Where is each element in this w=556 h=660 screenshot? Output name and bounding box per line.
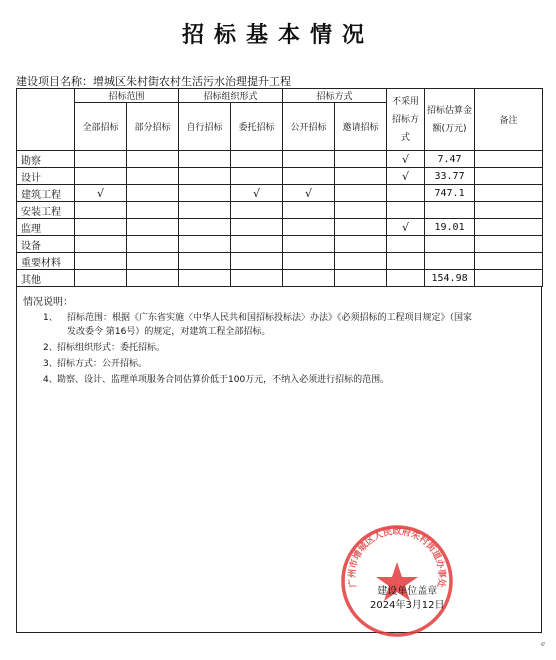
note-text: 发改委令 第16号）的规定，对建筑工程全部招标。: [67, 327, 271, 337]
table-row: [17, 219, 543, 236]
subheader: 部分招标: [127, 103, 179, 151]
remark-cell: [475, 236, 543, 253]
subheader: 公开招标: [283, 103, 335, 151]
mark-cell: [231, 270, 283, 287]
row-name: 设备: [17, 236, 75, 253]
table-row: [17, 151, 543, 168]
mark-cell: [127, 253, 179, 270]
table-row: [17, 253, 543, 270]
mark-cell: [283, 253, 335, 270]
header-scope: 招标范围: [75, 89, 179, 103]
mark-cell: [231, 151, 283, 168]
note-number: 3、: [43, 359, 58, 369]
mark-cell: [75, 236, 127, 253]
row-name: 重要材料: [17, 253, 75, 270]
project-name: 建设项目名称：增城区朱村街农村生活污水治理提升工程: [16, 75, 291, 88]
note-number: 1、: [43, 313, 58, 323]
mark-cell: [231, 236, 283, 253]
amount-cell: [425, 236, 475, 253]
mark-cell: [231, 168, 283, 185]
mark-cell: [75, 270, 127, 287]
mark-cell: √: [387, 219, 425, 236]
amount-cell: 19.01: [425, 219, 475, 236]
seal-text: 广州市增城区人民政府朱村街道办事处: [347, 527, 447, 589]
mark-cell: [179, 202, 231, 219]
mark-cell: [179, 151, 231, 168]
mark-cell: [231, 202, 283, 219]
remark-cell: [475, 168, 543, 185]
subheader: 全部招标: [75, 103, 127, 151]
mark-cell: [387, 202, 425, 219]
mark-cell: [179, 168, 231, 185]
row-name: 安装工程: [17, 202, 75, 219]
amount-cell: [425, 202, 475, 219]
mark-cell: [335, 270, 387, 287]
mark-cell: [335, 168, 387, 185]
note-text: 招标范围：根据《广东省实施〈中华人民共和国招标投标法〉办法》《必须招标的工程项目规定》（国家: [67, 313, 473, 323]
mark-cell: [75, 202, 127, 219]
mark-cell: [127, 219, 179, 236]
amount-cell: [425, 253, 475, 270]
mark-cell: [283, 219, 335, 236]
mark-cell: [283, 168, 335, 185]
remark-cell: [475, 253, 543, 270]
page-title: 招标基本情况: [181, 22, 374, 48]
amount-cell: 154.98: [425, 270, 475, 287]
mark-cell: [387, 270, 425, 287]
mark-cell: [179, 270, 231, 287]
mark-cell: [179, 236, 231, 253]
mark-cell: √: [75, 185, 127, 202]
mark-cell: [75, 219, 127, 236]
mark-cell: [335, 253, 387, 270]
note-text: 勘察、设计、监理单项服务合同估算价低于100万元，不纳入必须进行招标的范围。: [57, 375, 390, 385]
table-row: [17, 168, 543, 185]
mark-cell: √: [387, 151, 425, 168]
mark-cell: [179, 185, 231, 202]
mark-cell: [75, 168, 127, 185]
mark-cell: [283, 202, 335, 219]
amount-cell: 33.77: [425, 168, 475, 185]
row-name: 勘察: [17, 151, 75, 168]
amount-cell: 747.1: [425, 185, 475, 202]
subheader: 邀请招标: [335, 103, 387, 151]
mark-cell: √: [283, 185, 335, 202]
notes-title: 情况说明：: [23, 297, 73, 308]
amount-cell: 7.47: [425, 151, 475, 168]
note-number: 4、: [43, 375, 58, 385]
mark-cell: [387, 253, 425, 270]
note-text: 招标组织形式：委托招标。: [57, 343, 166, 353]
seal-label: 建设单位盖章: [377, 586, 438, 597]
row-name: 监理: [17, 219, 75, 236]
mark-cell: [231, 253, 283, 270]
header-remark: 备注: [475, 89, 543, 151]
note-text: 招标方式：公开招标。: [57, 359, 148, 369]
mark-cell: [387, 185, 425, 202]
table-row: [17, 185, 543, 202]
mark-cell: [75, 151, 127, 168]
official-seal-icon: [338, 522, 456, 640]
mark-cell: [75, 253, 127, 270]
table-row: [17, 236, 543, 253]
mark-cell: [335, 236, 387, 253]
mark-cell: [127, 236, 179, 253]
mark-cell: [335, 185, 387, 202]
remark-cell: [475, 219, 543, 236]
mark-cell: [179, 253, 231, 270]
signature-block: [370, 585, 445, 613]
mark-cell: [283, 151, 335, 168]
mark-cell: [283, 270, 335, 287]
mark-cell: [231, 219, 283, 236]
remark-cell: [475, 202, 543, 219]
header-method: 招标方式: [283, 89, 387, 103]
mark-cell: [127, 202, 179, 219]
header-amount: 招标估算金额(万元): [425, 89, 475, 151]
bidding-table: [16, 88, 543, 287]
notes-section: [16, 286, 542, 633]
remark-cell: [475, 151, 543, 168]
row-name: 设计: [17, 168, 75, 185]
sign-date: 2024年3月12日: [370, 600, 445, 611]
corner-cell: [17, 89, 75, 151]
table-row: [17, 270, 543, 287]
edge-mark: ℯ: [541, 640, 546, 648]
remark-cell: [475, 185, 543, 202]
mark-cell: [387, 236, 425, 253]
remark-cell: [475, 270, 543, 287]
mark-cell: [335, 219, 387, 236]
subheader: 委托招标: [231, 103, 283, 151]
table-row: [17, 202, 543, 219]
mark-cell: [127, 270, 179, 287]
row-name: 其他: [17, 270, 75, 287]
mark-cell: [335, 151, 387, 168]
row-name: 建筑工程: [17, 185, 75, 202]
mark-cell: [127, 185, 179, 202]
mark-cell: [127, 151, 179, 168]
note-number: 2、: [43, 343, 58, 353]
header-not-used: 不采用招标方式: [387, 89, 425, 151]
header-org: 招标组织形式: [179, 89, 283, 103]
mark-cell: [179, 219, 231, 236]
mark-cell: √: [387, 168, 425, 185]
mark-cell: [283, 236, 335, 253]
subheader: 自行招标: [179, 103, 231, 151]
mark-cell: [127, 168, 179, 185]
mark-cell: [335, 202, 387, 219]
mark-cell: √: [231, 185, 283, 202]
